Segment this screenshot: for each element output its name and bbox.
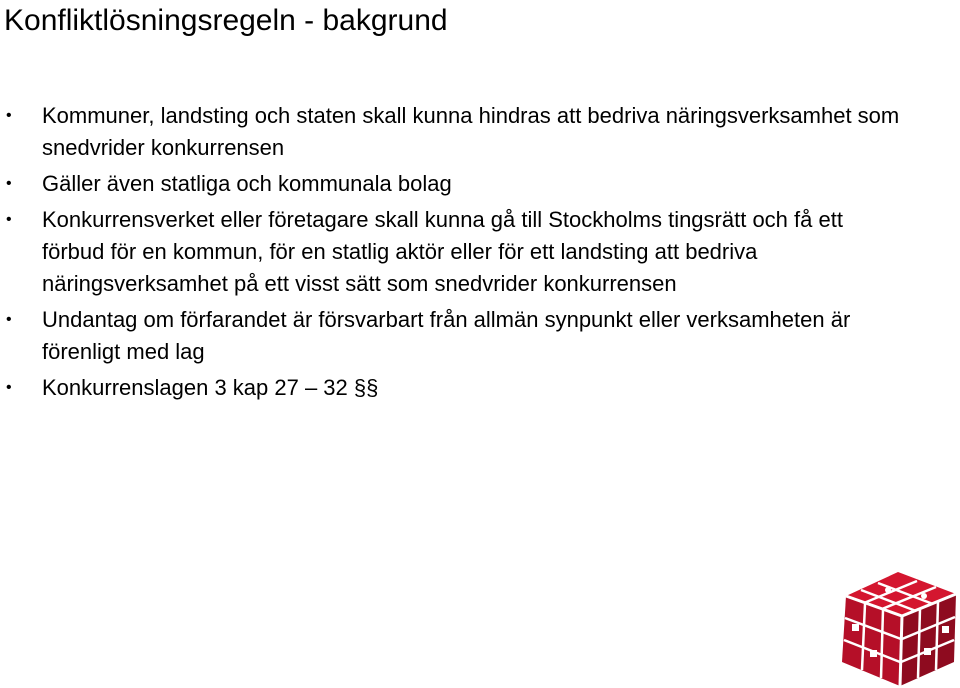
bullet-text: Undantag om förfarandet är försvarbart från allmän synpunkt eller verksamheten är förenligt med lag: [42, 307, 851, 364]
bullet-item: [0, 304, 900, 368]
slide-title: Konfliktlösningsregeln - bakgrund: [4, 4, 448, 37]
bullet-text: Konkurrenslagen 3 kap 27 – 32 §§: [42, 375, 379, 400]
bullet-text: Konkurrensverket eller företagare skall kunna gå till Stockholms tingsrätt och få ett förbud för en kommun, för en statlig aktör eller för ett landsting att bedriva näringsverksamhet på ett visst sätt som snedvrider konkurrensen: [42, 207, 843, 296]
bullet-item: [0, 372, 900, 404]
bullet-item: [0, 168, 900, 200]
red-cube-logo-icon: [838, 570, 960, 688]
bullet-list: [0, 100, 900, 404]
bullet-dot-icon: •: [6, 175, 12, 192]
bullet-item: [0, 100, 900, 164]
bullet-dot-icon: •: [6, 379, 12, 396]
bullet-text: Kommuner, landsting och staten skall kunna hindras att bedriva näringsverksamhet som snedvrider konkurrensen: [42, 103, 900, 160]
bullet-dot-icon: •: [6, 311, 12, 328]
bullet-item: [0, 204, 900, 300]
bullet-dot-icon: •: [6, 211, 12, 228]
bullet-text: Gäller även statliga och kommunala bolag: [42, 171, 452, 196]
bullet-dot-icon: •: [6, 107, 12, 124]
